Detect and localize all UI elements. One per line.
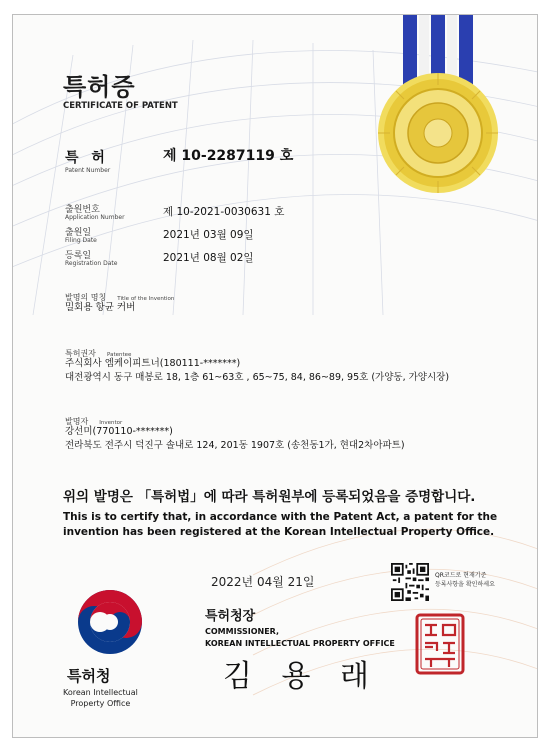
application-number-label-en: Application Number: [65, 214, 125, 221]
patentee-label-ko: 특허권자: [65, 349, 96, 358]
certificate-title-en: CERTIFICATE OF PATENT: [63, 101, 178, 111]
patentee-label-en: Patentee: [107, 352, 132, 358]
patent-number-label: 특 허: [65, 150, 109, 166]
filing-date-label: 출원일: [65, 228, 92, 238]
office-name-ko: 특허청: [67, 667, 111, 685]
invention-label-ko: 발명의 명칭: [65, 293, 107, 302]
registration-date-label: 등록일: [65, 251, 92, 261]
qr-note-line-2: 등록사항을 확인하세요: [435, 581, 495, 588]
office-name-en-line-1: Korean Intellectual: [63, 688, 138, 697]
qr-note: [435, 571, 495, 589]
commissioner-en-line-1: COMMISSIONER,: [205, 627, 280, 636]
inventor-address: 전라북도 전주시 덕진구 솔내로 124, 201동 1907호 (송천동1가, 현대2차아파트): [65, 440, 405, 451]
certification-statement-ko: 위의 발명은 「특허법」에 따라 특허원부에 등록되었음을 증명합니다.: [63, 489, 476, 505]
issue-date: 2022년 04월 21일: [211, 575, 315, 589]
patentee-name: 주식회사 엠케이피트너(180111-*******): [65, 358, 241, 369]
certificate-page: [12, 14, 538, 738]
office-name-en: [63, 687, 138, 709]
registration-date-value: 2021년 08월 02일: [163, 252, 254, 264]
commissioner-title: 특허청장: [205, 609, 256, 624]
invention-title: 밀회용 항균 커버: [65, 302, 136, 313]
inventor-label-ko: 발명자: [65, 417, 89, 426]
application-number-value: 제 10-2021-0030631 호: [163, 206, 285, 218]
invention-label-en: Title of the Invention: [117, 296, 175, 302]
certificate-title: 특허증: [63, 73, 136, 101]
patent-number-value: 제 10-2287119 호: [163, 148, 294, 164]
patentee-address: 대전광역시 동구 매봉로 18, 1층 61~63호 , 65~75, 84, 86~89, 95호 (가양동, 가양시장): [65, 372, 450, 383]
patent-number-label-en: Patent Number: [65, 167, 111, 174]
qr-code-icon: [391, 563, 429, 601]
gold-medal-seal-icon: [363, 15, 513, 205]
filing-date-value: 2021년 03월 09일: [163, 229, 254, 241]
office-name-en-line-2: Property Office: [70, 699, 131, 708]
official-seal-stamp-icon: [415, 613, 465, 675]
inventor-name: 강선미(770110-*******): [65, 426, 173, 437]
kipo-taegeuk-logo-icon: [75, 587, 145, 657]
inventor-label-en: Inventor: [99, 420, 123, 426]
application-number-label: 출원번호: [65, 205, 100, 215]
registration-date-label-en: Registration Date: [65, 260, 118, 267]
commissioner-signature: 김 용 래: [223, 659, 380, 694]
certification-statement-en: This is to certify that, in accordance with the Patent Act, a patent for the invention has been registered at the Korean Intellectual Property Office.: [63, 511, 498, 538]
qr-note-line-1: QR코드로 현재기준: [435, 572, 487, 579]
filing-date-label-en: Filing Date: [65, 237, 97, 244]
commissioner-en-line-2: KOREAN INTELLECTUAL PROPERTY OFFICE: [205, 639, 395, 648]
commissioner-title-en: [205, 626, 395, 650]
